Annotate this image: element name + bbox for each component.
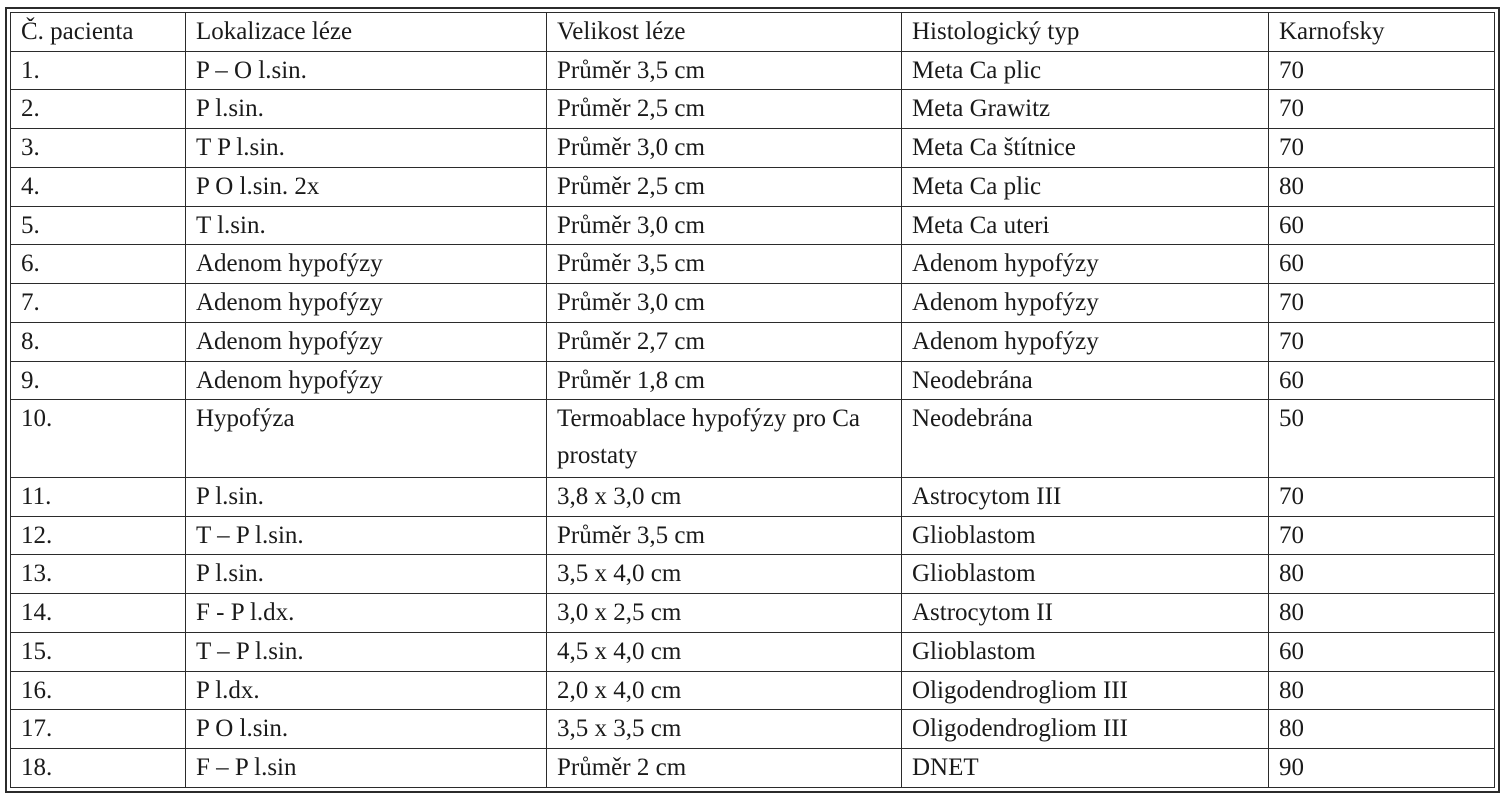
table-row: [11, 90, 1495, 129]
table-row: [11, 245, 1495, 284]
cell-histological-type: Meta Ca štítnice: [902, 129, 1269, 168]
cell-karnofsky: 90: [1269, 749, 1495, 788]
cell-lesion-location: T – P l.sin.: [186, 516, 547, 555]
cell-histological-type: Meta Grawitz: [902, 90, 1269, 129]
cell-patient-number: 13.: [11, 555, 186, 594]
cell-karnofsky: 80: [1269, 555, 1495, 594]
cell-lesion-location: Hypofýza: [186, 400, 547, 478]
cell-lesion-location: P – O l.sin.: [186, 51, 547, 90]
cell-lesion-location: Adenom hypofýzy: [186, 361, 547, 400]
cell-histological-type: Astrocytom II: [902, 594, 1269, 633]
cell-histological-type: Meta Ca plic: [902, 167, 1269, 206]
table-row: [11, 284, 1495, 323]
cell-lesion-size: 3,8 x 3,0 cm: [547, 477, 902, 516]
cell-patient-number: 9.: [11, 361, 186, 400]
table-row: [11, 555, 1495, 594]
cell-karnofsky: 80: [1269, 167, 1495, 206]
cell-karnofsky: 70: [1269, 129, 1495, 168]
header-histological-type: Histologický typ: [902, 13, 1269, 52]
table-row: [11, 167, 1495, 206]
cell-lesion-size: 3,5 x 3,5 cm: [547, 710, 902, 749]
cell-patient-number: 16.: [11, 671, 186, 710]
cell-karnofsky: 70: [1269, 322, 1495, 361]
table-row: [11, 206, 1495, 245]
cell-karnofsky: 50: [1269, 400, 1495, 478]
cell-lesion-location: T l.sin.: [186, 206, 547, 245]
cell-lesion-size: Průměr 2,5 cm: [547, 90, 902, 129]
cell-karnofsky: 70: [1269, 51, 1495, 90]
cell-lesion-size: 2,0 x 4,0 cm: [547, 671, 902, 710]
table-row: [11, 594, 1495, 633]
cell-histological-type: Oligodendrogliom III: [902, 710, 1269, 749]
cell-karnofsky: 60: [1269, 361, 1495, 400]
cell-karnofsky: 60: [1269, 206, 1495, 245]
cell-karnofsky: 80: [1269, 594, 1495, 633]
cell-lesion-size: Průměr 3,0 cm: [547, 129, 902, 168]
header-patient-number: Č. pacienta: [11, 13, 186, 52]
cell-lesion-size: Průměr 3,0 cm: [547, 284, 902, 323]
cell-lesion-size: Průměr 2 cm: [547, 749, 902, 788]
cell-patient-number: 18.: [11, 749, 186, 788]
cell-histological-type: Adenom hypofýzy: [902, 284, 1269, 323]
cell-karnofsky: 70: [1269, 90, 1495, 129]
table-frame: [5, 7, 1500, 793]
cell-histological-type: DNET: [902, 749, 1269, 788]
table-row: [11, 129, 1495, 168]
cell-lesion-location: Adenom hypofýzy: [186, 245, 547, 284]
cell-patient-number: 2.: [11, 90, 186, 129]
header-row: [11, 13, 1495, 52]
cell-lesion-size: Průměr 1,8 cm: [547, 361, 902, 400]
cell-patient-number: 6.: [11, 245, 186, 284]
cell-lesion-location: P O l.sin.: [186, 710, 547, 749]
cell-lesion-location: F - P l.dx.: [186, 594, 547, 633]
cell-lesion-size: Průměr 3,5 cm: [547, 516, 902, 555]
table-row: [11, 710, 1495, 749]
cell-patient-number: 14.: [11, 594, 186, 633]
cell-patient-number: 4.: [11, 167, 186, 206]
cell-lesion-location: P l.sin.: [186, 477, 547, 516]
cell-lesion-location: F – P l.sin: [186, 749, 547, 788]
cell-lesion-location: Adenom hypofýzy: [186, 322, 547, 361]
cell-lesion-location: P O l.sin. 2x: [186, 167, 547, 206]
table-row: [11, 632, 1495, 671]
cell-patient-number: 7.: [11, 284, 186, 323]
table-row: [11, 361, 1495, 400]
cell-histological-type: Adenom hypofýzy: [902, 322, 1269, 361]
cell-karnofsky: 60: [1269, 632, 1495, 671]
cell-patient-number: 3.: [11, 129, 186, 168]
cell-patient-number: 8.: [11, 322, 186, 361]
cell-histological-type: Meta Ca uteri: [902, 206, 1269, 245]
cell-patient-number: 10.: [11, 400, 186, 478]
table-row: [11, 749, 1495, 788]
cell-lesion-size: Průměr 2,7 cm: [547, 322, 902, 361]
cell-histological-type: Glioblastom: [902, 555, 1269, 594]
cell-lesion-size: Průměr 3,5 cm: [547, 245, 902, 284]
cell-patient-number: 11.: [11, 477, 186, 516]
cell-patient-number: 15.: [11, 632, 186, 671]
cell-lesion-location: P l.sin.: [186, 90, 547, 129]
cell-lesion-size: 3,0 x 2,5 cm: [547, 594, 902, 633]
cell-histological-type: Glioblastom: [902, 516, 1269, 555]
cell-karnofsky: 70: [1269, 477, 1495, 516]
cell-lesion-location: Adenom hypofýzy: [186, 284, 547, 323]
cell-patient-number: 12.: [11, 516, 186, 555]
cell-lesion-size: Termoablace hypofýzy pro Ca prostaty: [547, 400, 902, 478]
cell-karnofsky: 70: [1269, 516, 1495, 555]
table-row: [11, 400, 1495, 478]
cell-patient-number: 17.: [11, 710, 186, 749]
cell-lesion-size: 4,5 x 4,0 cm: [547, 632, 902, 671]
cell-histological-type: Adenom hypofýzy: [902, 245, 1269, 284]
table-row: [11, 51, 1495, 90]
cell-histological-type: Astrocytom III: [902, 477, 1269, 516]
cell-karnofsky: 80: [1269, 710, 1495, 749]
cell-histological-type: Oligodendrogliom III: [902, 671, 1269, 710]
cell-karnofsky: 60: [1269, 245, 1495, 284]
cell-lesion-location: T – P l.sin.: [186, 632, 547, 671]
table-row: [11, 477, 1495, 516]
table-row: [11, 516, 1495, 555]
cell-lesion-size: Průměr 2,5 cm: [547, 167, 902, 206]
cell-patient-number: 5.: [11, 206, 186, 245]
cell-lesion-location: P l.dx.: [186, 671, 547, 710]
table-row: [11, 322, 1495, 361]
cell-lesion-location: P l.sin.: [186, 555, 547, 594]
cell-histological-type: Neodebrána: [902, 361, 1269, 400]
cell-histological-type: Meta Ca plic: [902, 51, 1269, 90]
patient-table: [10, 12, 1495, 788]
cell-karnofsky: 80: [1269, 671, 1495, 710]
table-body: [11, 51, 1495, 788]
cell-histological-type: Glioblastom: [902, 632, 1269, 671]
cell-lesion-location: T P l.sin.: [186, 129, 547, 168]
header-lesion-location: Lokalizace léze: [186, 13, 547, 52]
cell-karnofsky: 70: [1269, 284, 1495, 323]
cell-histological-type: Neodebrána: [902, 400, 1269, 478]
cell-lesion-size: 3,5 x 4,0 cm: [547, 555, 902, 594]
header-karnofsky: Karnofsky: [1269, 13, 1495, 52]
cell-patient-number: 1.: [11, 51, 186, 90]
cell-lesion-size: Průměr 3,0 cm: [547, 206, 902, 245]
cell-lesion-size: Průměr 3,5 cm: [547, 51, 902, 90]
table-row: [11, 671, 1495, 710]
header-lesion-size: Velikost léze: [547, 13, 902, 52]
